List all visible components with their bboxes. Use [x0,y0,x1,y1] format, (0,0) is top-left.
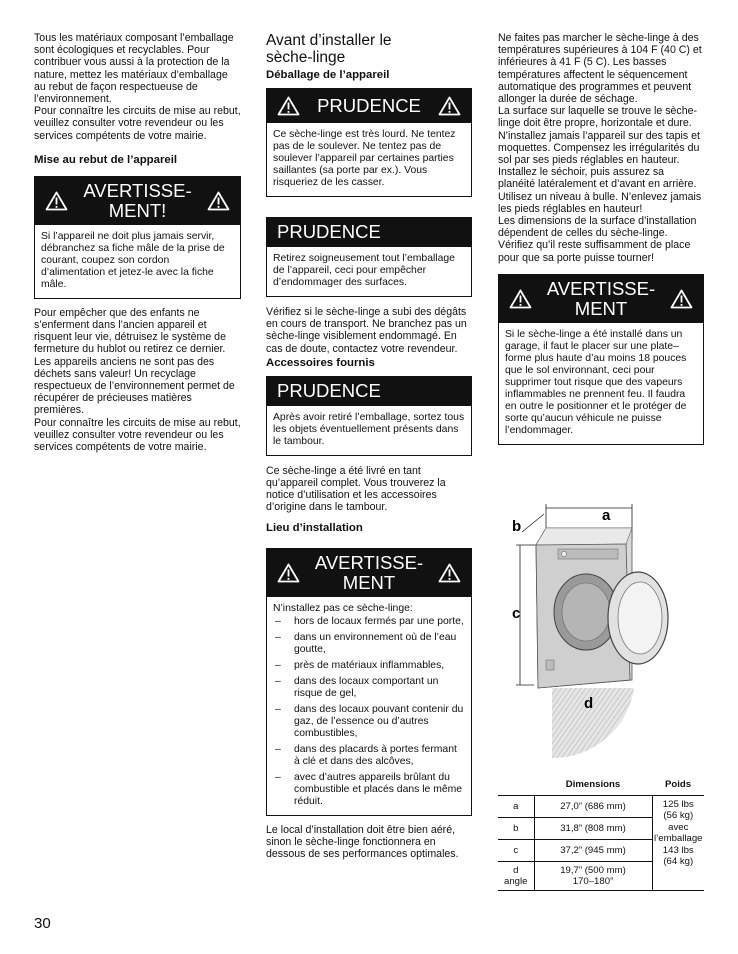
warning-triangle-icon [45,191,68,211]
warning-title-line2: MENT! [108,199,167,221]
row-value [534,862,652,891]
subheading-accessories: Accessoires fournis [266,356,375,369]
list-item: – hors de locaux fermés par une porte, [273,616,465,628]
row-key [498,862,534,891]
paragraph: Les dimensions de la surface d’installation dépendent de celles du sèche-linge. Vérifiez qu’il reste suffisamment de place pour que sa porte puisse tourner! [498,215,697,264]
section-heading-line1: Avant d’installer le [266,32,392,49]
row-key-line: d [513,865,519,876]
row-value: 27,0” (686 mm) [534,796,652,818]
dryer-top [536,528,632,545]
weight-line: avec [668,821,689,833]
table-header-row [498,773,704,796]
paragraph: Pour connaître les circuits de mise au rebut, veuillez consulter votre revendeur ou les services compétents de votre mairie. [34,105,241,142]
warning-box [34,176,241,299]
warning-header [35,177,240,225]
column-right [498,32,704,445]
warning-title-line1: AVERTISSE- [314,551,424,573]
warning-triangle-icon [207,191,230,211]
dimensions-table [498,773,704,891]
warning-title-line1: AVERTISSE- [546,277,656,299]
weight-line: (56 kg) [663,810,694,822]
row-value-line: 170–180” [572,876,614,887]
weight-line: (64 kg) [663,856,694,868]
label-d: d [584,695,594,712]
row-value-line: 19,7” (500 mm) [560,865,626,876]
list-item: – avec d’autres appareils brûlant du combustible et placés dans le même réduit. [273,772,465,808]
warning-title-line1: AVERTISSE- [83,179,192,201]
section-heading [266,32,472,66]
page-number: 30 [34,915,51,932]
column-left [34,32,241,453]
row-key-line: angle [504,876,528,887]
row-key: b [498,818,534,840]
caution-title: PRUDENCE [277,379,381,401]
caution-header [267,218,471,247]
program-knob-icon [562,552,567,557]
caution-text: Retirez soigneusement tout l’emballage de l’appareil, ceci pour empêcher d’endommager des surfaces. [273,253,455,288]
header-weight: Poids [652,773,704,796]
list-item: – dans un environnement où de l’eau goutte, [273,632,465,656]
caution-text: Après avoir retiré l’emballage, sortez tous les objets éventuellement présents dans le tambour. [273,411,465,447]
filter-flap [546,660,554,670]
label-a: a [602,507,611,524]
warning-box [266,548,472,816]
caution-box [266,88,472,197]
weight-cell [652,796,704,891]
weight-line: l’emballage [653,833,703,845]
caution-box [266,217,472,297]
row-key: a [498,796,534,818]
label-b: b [512,518,522,535]
warning-text: Si l’appareil ne doit plus jamais servir, débranchez sa fiche mâle de la prise de courant, coupez son cordon d’alimentation et jetez-le avec la fiche mâle. [41,230,225,290]
list-item: – dans des locaux comportant un risque de gel, [273,676,465,700]
weight-line: 143 lbs [662,844,694,856]
warning-triangle-icon [438,96,461,116]
warning-header [267,549,471,597]
paragraph: La surface sur laquelle se trouve le sèche-linge doit être propre, horizontale et dure. N’installez jamais l’appareil sur des tapis et moquettes. Compensez les irrégularités du sol par ses pieds réglables en hauteur. [498,105,700,167]
paragraph: Ce sèche-linge a été livré en tant qu’appareil complet. Vous trouverez la notice d’utilisation et les accessoires d’origine dans le tambour. [266,464,446,514]
caution-text: Ce sèche-linge est très lourd. Ne tentez pas de le soulever. Ne tentez pas de soulever l’appareil par certaines parties saillantes (sa porte par ex.). Vous risqueriez de les casser. [273,129,456,188]
weight-line: 125 lbs [662,799,694,810]
paragraph: Ne faites pas marcher le sèche-linge à des températures supérieures à 104 F (40 C) et inférieures à 41 F (5 C). Les basses températures affectent le séquencement automatique des programmes et peuvent allonger la durée de séchage. [498,32,702,106]
paragraph: Le local d’installation doit être bien aéré, sinon le sèche-linge fonctionnera en dessous de ses performances optimales. [266,823,459,861]
paragraph: Pour empêcher que des enfants ne s’enferment dans l’ancien appareil et risquent leur vie, détruisez le système de fermeture du hublot ou retirez ce dernier. [34,306,226,356]
header-dimensions: Dimensions [534,773,652,796]
row-value: 37,2” (945 mm) [534,840,652,862]
subheading-location: Lieu d’installation [266,521,363,534]
warning-list [273,616,465,808]
warning-text: Si le sèche-linge a été installé dans un garage, il faut le placer sur une plate–forme plus haute d’au moins 18 pouces que le sol environnant, ceci pour supprimer tout risque que des vapeurs inflammables ne prennent feu. Il faudra en outre le positionner et le protéger de sorte qu’aucun véhicule ne puisse l’endommager. [505,328,687,436]
paragraph: Vérifiez si le sèche-linge a subi des dégâts en cours de transport. Ne branchez pas un sèche-linge visiblement endommagé. En cas de doute, contactez votre revendeur. [266,306,467,355]
warning-triangle-icon [277,96,300,116]
list-item: – dans des locaux pouvant contenir du gaz, de l’essence ou d’autres combustibles, [273,704,465,740]
section-heading-line2: sèche-linge [266,49,346,66]
paragraph: Installez le séchoir, puis assurez sa planéité latéralement et d’avant en arrière. Utilisez un niveau à bulle. N’enlevez jamais les pieds réglables en hauteur! [498,166,702,215]
row-value: 31,8” (808 mm) [534,818,652,840]
label-c: c [512,605,521,622]
paragraph: Les appareils anciens ne sont pas des déchets sans valeur! Un recyclage respectueux de l’environnement permet de récupérer de précieuses matières premières. [34,355,235,417]
warning-triangle-icon [670,289,693,309]
paragraph: Pour connaître les circuits de mise au rebut, veuillez consulter votre revendeur ou les services compétents de votre mairie. [34,416,241,454]
door-glass [618,582,662,654]
warning-title-line2: MENT [574,297,628,319]
drum [562,583,610,641]
caution-header [267,89,471,123]
warning-triangle-icon [438,563,461,583]
caution-header [267,377,471,406]
column-middle [266,32,472,860]
dryer-dimension-diagram [512,500,702,765]
list-item: – dans des placards à portes fermant à clé et dans des alcôves, [273,744,465,768]
row-key: c [498,840,534,862]
caution-box [266,376,472,456]
warning-triangle-icon [509,289,532,309]
warning-intro: N’installez pas ce sèche-linge: [273,602,413,614]
warning-header [499,275,703,323]
warning-title-line2: MENT [342,571,396,593]
caution-title: PRUDENCE [277,221,381,242]
control-panel [558,549,618,559]
warning-box [498,274,704,445]
caution-title: PRUDENCE [317,95,421,116]
table-row [498,796,704,818]
list-item: – près de matériaux inflammables, [273,660,465,672]
paragraph: Tous les matériaux composant l’emballage sont écologiques et recyclables. Pour contribuer vous aussi à la protection de la nature, mettez les matériaux d’emballage au rebut de façon respectueuse de l’environnement. [34,32,234,106]
subheading-disposal: Mise au rebut de l’appareil [34,153,178,166]
warning-triangle-icon [277,563,300,583]
subheading-unpacking: Déballage de l’appareil [266,69,390,81]
